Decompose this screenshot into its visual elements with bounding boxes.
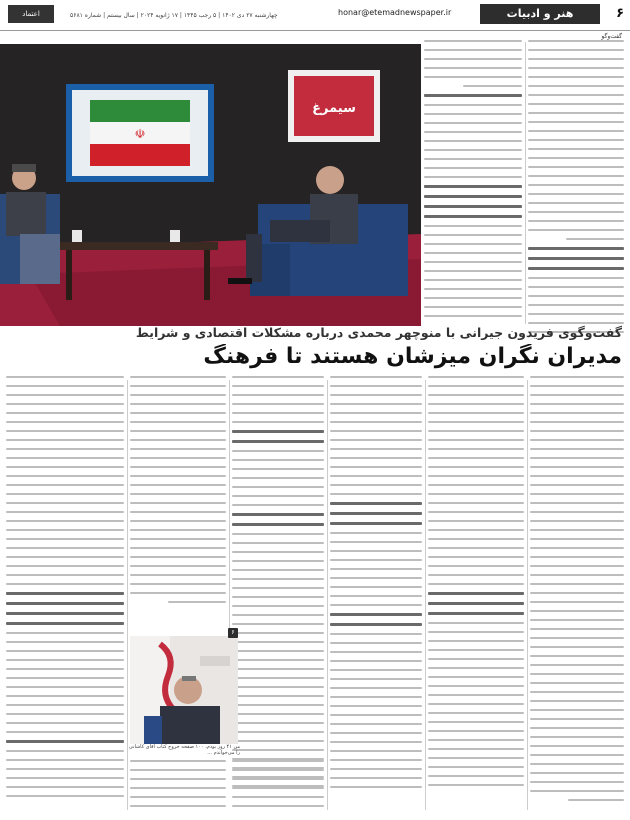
article-column-7 — [130, 376, 226, 626]
article-column-8 — [6, 376, 124, 812]
article-column-5 — [330, 376, 422, 812]
article-column-3 — [530, 376, 624, 812]
photo-badge: ۶ — [228, 628, 238, 638]
article-column-6 — [232, 376, 324, 812]
page-number: ۶ — [616, 6, 624, 21]
article-column-6b — [232, 760, 324, 812]
article-column-2 — [424, 40, 522, 324]
portrait-photo — [130, 636, 238, 744]
photo-caption: من ۴۱ روز بودم، ۱۰۰ صفحه خروج کتاب آقای کاشانی را می‌خواندم ... — [128, 744, 240, 756]
article-column-7b — [130, 760, 226, 812]
section-title: هنر و ادبیات — [480, 4, 600, 24]
issue-line: چهارشنبه ۲۷ دی ۱۴۰۲ | ۵ رجب ۱۴۴۵ | ۱۷ ژانویه ۲۰۲۴ | سال بیستم | شماره ۵۶۸۱ — [70, 12, 278, 19]
article-column-4 — [428, 376, 524, 812]
section-email[interactable]: honar@etemadnewspaper.ir — [338, 8, 452, 17]
page-header — [0, 0, 630, 31]
article-headline: مدیران نگران میزشان هستند تا فرهنگ — [203, 344, 622, 369]
svg-text:☫: ☫ — [134, 127, 146, 141]
studio-sign-text: سیمرغ — [312, 101, 356, 116]
newspaper-logo: اعتماد — [8, 5, 54, 23]
article-column-1 — [528, 40, 624, 340]
interview-photo-illustration — [0, 44, 421, 326]
portrait-illustration — [130, 636, 238, 744]
interview-photo — [0, 44, 421, 326]
subsection-label: گفت‌وگو — [601, 33, 622, 40]
article-kicker: گفت‌وگوی فریدون جیرانی با منوچهر محمدی درباره مشکلات اقتصادی و شرایط — [135, 325, 622, 340]
